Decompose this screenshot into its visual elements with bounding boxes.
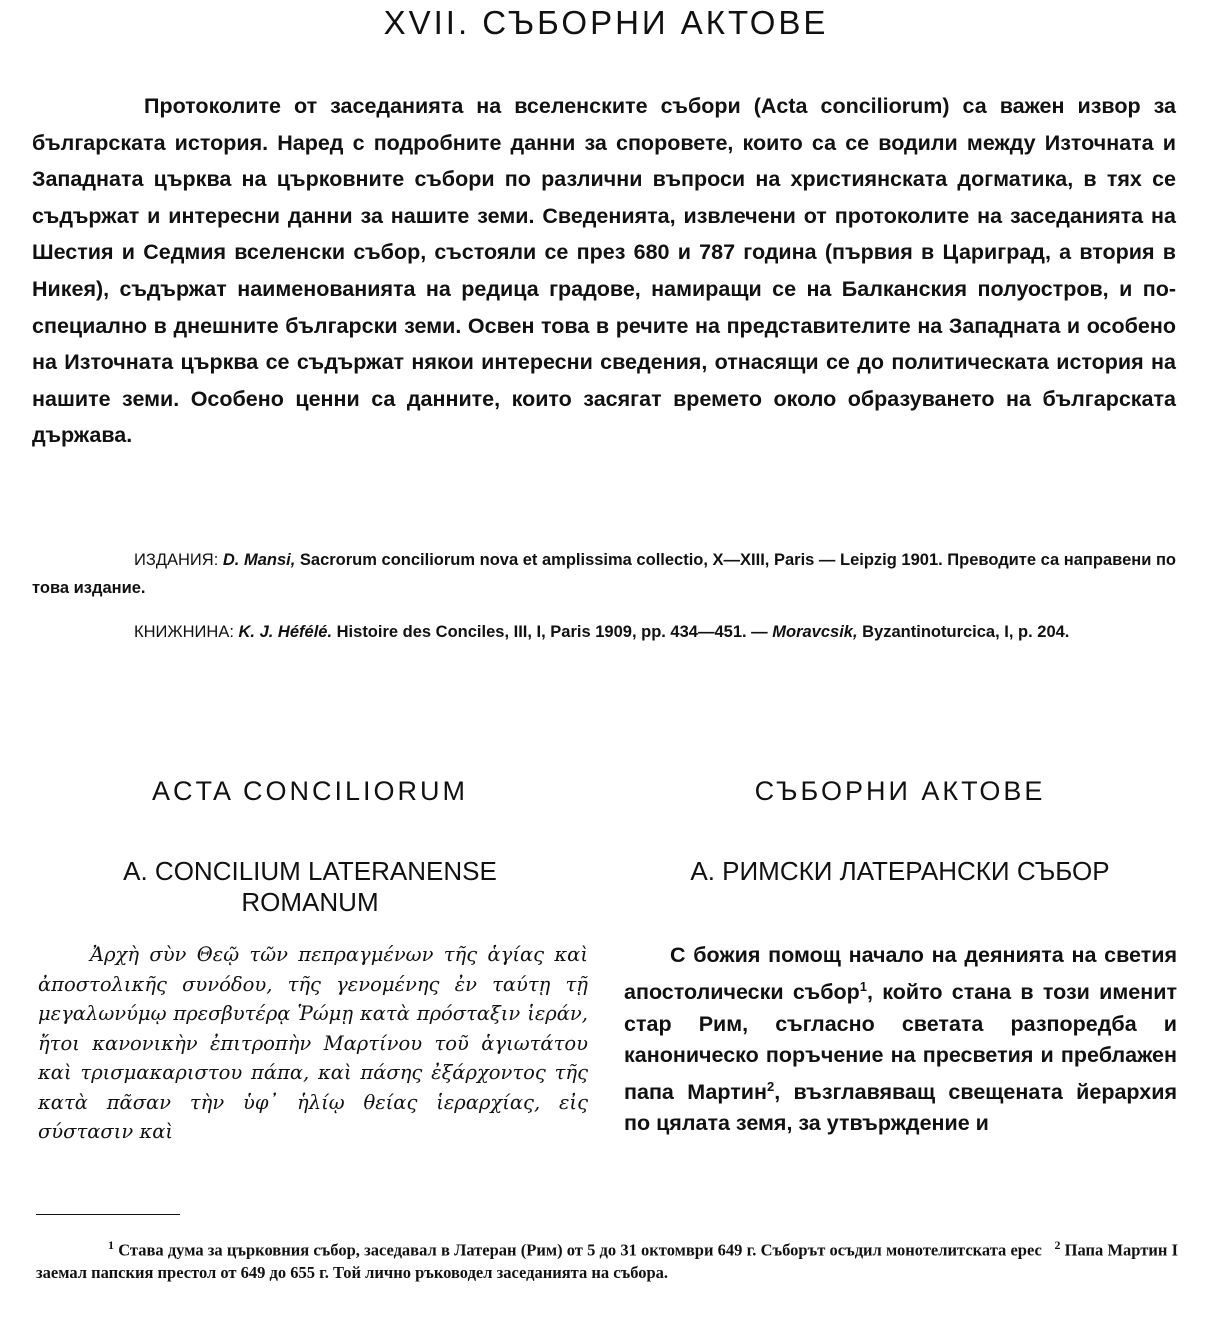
- literature-author-1: K. J. Héfélé.: [238, 623, 333, 641]
- literature-label: КНИЖНИНА:: [134, 623, 234, 641]
- literature-author-2: Moravcsik,: [772, 623, 858, 641]
- translation-part-c: , възглавяващ свещената йерархия по цялата земя, за утвърждение и: [624, 1080, 1177, 1136]
- literature-text-1: Histoire des Conciles, III, I, Paris 1909, pp. 434—451. —: [336, 623, 768, 641]
- literature-text-2: Byzantinoturcica, I, p. 204.: [862, 623, 1070, 641]
- bulgarian-section-heading: А. РИМСКИ ЛАТЕРАНСКИ СЪБОР: [690, 856, 1110, 886]
- footnote-text-2: Папа Мартин I заемал папския престол от 649 до 655 г. Той лично ръководел заседанията на събора.: [36, 1240, 1179, 1282]
- literature-entry: [32, 618, 1176, 646]
- editions-entry: [32, 546, 1176, 602]
- footnote-text-1: Става дума за църковния събор, заседавал в Латеран (Рим) от 5 до 31 октомври 649 г. Съборът осъдил монотелитската ерес: [118, 1240, 1042, 1260]
- intro-paragraph: Протоколите от заседанията на вселенските събори (Acta conciliorum) са важен извор за българската история. Наред с подробните данни за споровете, които са се водили между Източната и Западната църква на църковните събори по различни въпроси на християнската догматика, в тях се съдържат и интересни данни за нашите земи. Сведенията, извлечени от протоколите на заседанията на Шестия и Седмия вселенски събор, състояли се през 680 и 787 година (първия в Цариград, а втория в Никея), съдържат наименованията на редица градове, намиращи се на Балканския полуостров, и по-специално в днешните български земи. Освен това в речите на представителите на Западната и особено на Източната църква се съдържат някои интересни сведения, отнасящи се до политическата история на нашите земи. Особено ценни са данните, които засягат времето около образуването на българската държава.: [32, 94, 1176, 448]
- footnote-ref-1: 1: [859, 979, 867, 995]
- bulgarian-translation-text: [624, 940, 1177, 1140]
- latin-section-heading: A. CONCILIUM LATERANENSE ROMANUM: [123, 856, 497, 917]
- latin-column-title: ACTA CONCILIORUM: [151, 776, 469, 806]
- footnotes: [36, 1234, 1178, 1284]
- footnote-marker-1: 1: [108, 1238, 114, 1252]
- footnote-ref-2: 2: [766, 1078, 775, 1094]
- translation-part-b: , който стана в този именит стар Рим, съгласно светата разпоредба и каноническо поръчение на пресветия и преблажен папа Мартин: [624, 980, 1177, 1105]
- editions-label: ИЗДАНИЯ:: [134, 551, 219, 569]
- greek-source-text: Ἀρχὴ σὺν Θεῷ τῶν πεπραγμένων τῆς ἁγίας καὶ ἀποστολικῆς συνόδου, τῆς γενομένης ἐν ταύτῃ τῇ μεγαλωνύμῳ πρεσβυτέρᾳ Ῥώμῃ κατὰ πρόσταξιν ἱεράν, ἤτοι κανονικὴν ἐπιτροπὴν Μαρτίνου τοῦ ἁγιωτάτου καὶ τρισμακαριστου πάπα, καὶ πάσης ἐξάρχοντος τῆς κατὰ πᾶσαν τὴν ὑφ᾽ ἡλίῳ θείας ἱεραρχίας, εἰς σύστασιν καὶ: [38, 943, 588, 1143]
- footnote-rule: [36, 1214, 180, 1215]
- bulgarian-column-title: СЪБОРНИ АКТОВЕ: [754, 776, 1046, 806]
- editions-text: Sacrorum conciliorum nova et amplissima collectio, X—XIII, Paris — Leipzig 1901. Преводите са направени по това издание.: [32, 551, 1176, 597]
- chapter-title: XVII. СЪБОРНИ АКТОВЕ: [383, 4, 829, 41]
- footnote-marker-2: 2: [1054, 1238, 1061, 1252]
- editions-author: D. Mansi,: [222, 551, 296, 569]
- translation-part-a: С божия помощ начало на деянията на светия апостолически събор: [624, 943, 1177, 1005]
